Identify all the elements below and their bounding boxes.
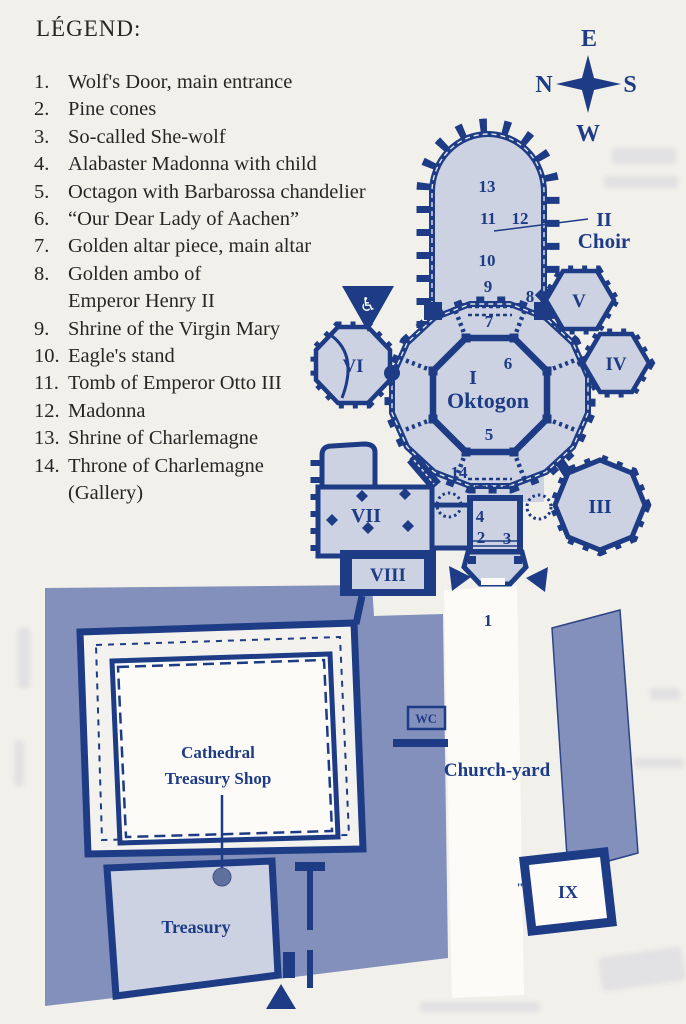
choir-roman-label: II bbox=[596, 209, 612, 231]
legend-item-number: 3. bbox=[34, 125, 50, 148]
marker-6: 6 bbox=[503, 354, 513, 373]
marker-5: 5 bbox=[484, 425, 494, 444]
legend-item-number: 8. bbox=[34, 262, 50, 285]
compass-west: W bbox=[576, 121, 600, 147]
legend-item-number: 14. bbox=[34, 454, 60, 477]
marker-8: 8 bbox=[525, 287, 535, 306]
scan-artifact bbox=[420, 1002, 540, 1012]
legend-item-text: So-called She-wolf bbox=[68, 125, 226, 148]
legend-item-number: 1. bbox=[34, 71, 50, 93]
chapel-three-label: III bbox=[588, 496, 612, 518]
scan-artifact bbox=[14, 740, 24, 786]
legend-item-number: 9. bbox=[34, 317, 50, 340]
legend-item-text: Octagon with Barbarossa chandelier bbox=[68, 180, 366, 203]
entrance-arrow-icon bbox=[266, 984, 296, 1009]
compass-north: N bbox=[535, 72, 553, 98]
churchyard-label: Church-yard bbox=[443, 760, 551, 781]
legend-item-text: Shrine of Charlemagne bbox=[68, 427, 259, 450]
shop-label-line1: Cathedral bbox=[181, 743, 255, 762]
treasury-label: Treasury bbox=[161, 917, 231, 937]
scan-artifact bbox=[18, 628, 30, 688]
shop-location-dot bbox=[213, 868, 231, 886]
marker-3: 3 bbox=[502, 529, 512, 548]
marker-13: 13 bbox=[478, 177, 496, 196]
connector bbox=[384, 365, 400, 381]
legend-item-text: Pine cones bbox=[68, 98, 157, 121]
marker-9: 9 bbox=[483, 277, 493, 296]
marker-10: 10 bbox=[478, 251, 496, 270]
hall-seven-label: VII bbox=[350, 505, 382, 527]
scan-artifact bbox=[634, 758, 684, 768]
corridor-wall bbox=[283, 952, 295, 978]
legend-item-number: 6. bbox=[34, 208, 50, 231]
pier bbox=[424, 302, 442, 320]
legend-item-text: Wolf's Door, main entrance bbox=[68, 71, 293, 93]
marker-1: 1 bbox=[483, 611, 493, 630]
compass-star-icon bbox=[556, 55, 621, 113]
corridor-wall bbox=[295, 862, 325, 871]
legend-item-text: Eagle's stand bbox=[68, 345, 175, 368]
building-nine-label: IX bbox=[557, 882, 579, 902]
marker-7: 7 bbox=[484, 312, 494, 331]
marker-14: 14 bbox=[450, 463, 468, 482]
legend-item-number: 11. bbox=[34, 372, 59, 395]
legend-item-number: 2. bbox=[34, 98, 50, 121]
chapel-four-label: IV bbox=[605, 354, 627, 375]
scan-artifact bbox=[604, 176, 678, 188]
chapel-five-label: V bbox=[572, 291, 586, 312]
legend-item-number: 12. bbox=[34, 399, 60, 422]
door-opening bbox=[481, 578, 505, 585]
legend-item-text: Emperor Henry II bbox=[68, 290, 215, 313]
wc-label: WC bbox=[415, 712, 437, 726]
legend-item-text: Tomb of Emperor Otto III bbox=[68, 372, 282, 395]
marker-2: 2 bbox=[476, 528, 486, 547]
legend-item-text: Golden ambo of bbox=[68, 262, 202, 285]
legend-item-number: 4. bbox=[34, 153, 50, 176]
legend-item-text: Alabaster Madonna with child bbox=[68, 153, 317, 176]
legend-item-number: 10. bbox=[34, 345, 60, 368]
legend-item-number: 7. bbox=[34, 235, 50, 258]
hall-seven bbox=[316, 444, 436, 556]
entrance-arrow-icon bbox=[526, 567, 548, 592]
legend-item-number: 13. bbox=[34, 427, 60, 450]
compass-east: E bbox=[580, 26, 598, 52]
wheelchair-icon: ♿ bbox=[359, 294, 377, 316]
chapel-six-label: VI bbox=[342, 356, 364, 377]
octagon-roman-label: I bbox=[469, 367, 477, 389]
octagon-name-label: Oktogon bbox=[447, 388, 529, 413]
marker-4: 4 bbox=[475, 507, 485, 526]
quote-mark: " bbox=[516, 880, 524, 895]
legend-item-text: Throne of Charlemagne bbox=[68, 454, 264, 477]
legend-title: LÉGEND: bbox=[36, 16, 142, 41]
marker-12: 12 bbox=[511, 209, 529, 228]
choir-name-label: Choir bbox=[577, 229, 631, 253]
legend-item-text: “Our Dear Lady of Aachen” bbox=[68, 208, 300, 231]
legend-item-text: Golden altar piece, main altar bbox=[68, 235, 312, 258]
legend-item-text: Madonna bbox=[68, 399, 146, 422]
legend-item-number: 5. bbox=[34, 180, 50, 203]
scan-artifact bbox=[650, 688, 680, 700]
compass-south: S bbox=[623, 72, 637, 98]
hall-eight-label: VIII bbox=[370, 565, 406, 586]
compass-rose bbox=[535, 26, 636, 147]
legend-item-text: Shrine of the Virgin Mary bbox=[68, 317, 281, 340]
neighbor-building-block bbox=[552, 610, 638, 872]
scan-artifact bbox=[612, 148, 676, 164]
marker-11: 11 bbox=[479, 209, 497, 228]
legend-item-text: (Gallery) bbox=[68, 482, 144, 505]
shop-label-line2: Treasury Shop bbox=[164, 769, 272, 788]
church-yard-area bbox=[444, 586, 524, 998]
